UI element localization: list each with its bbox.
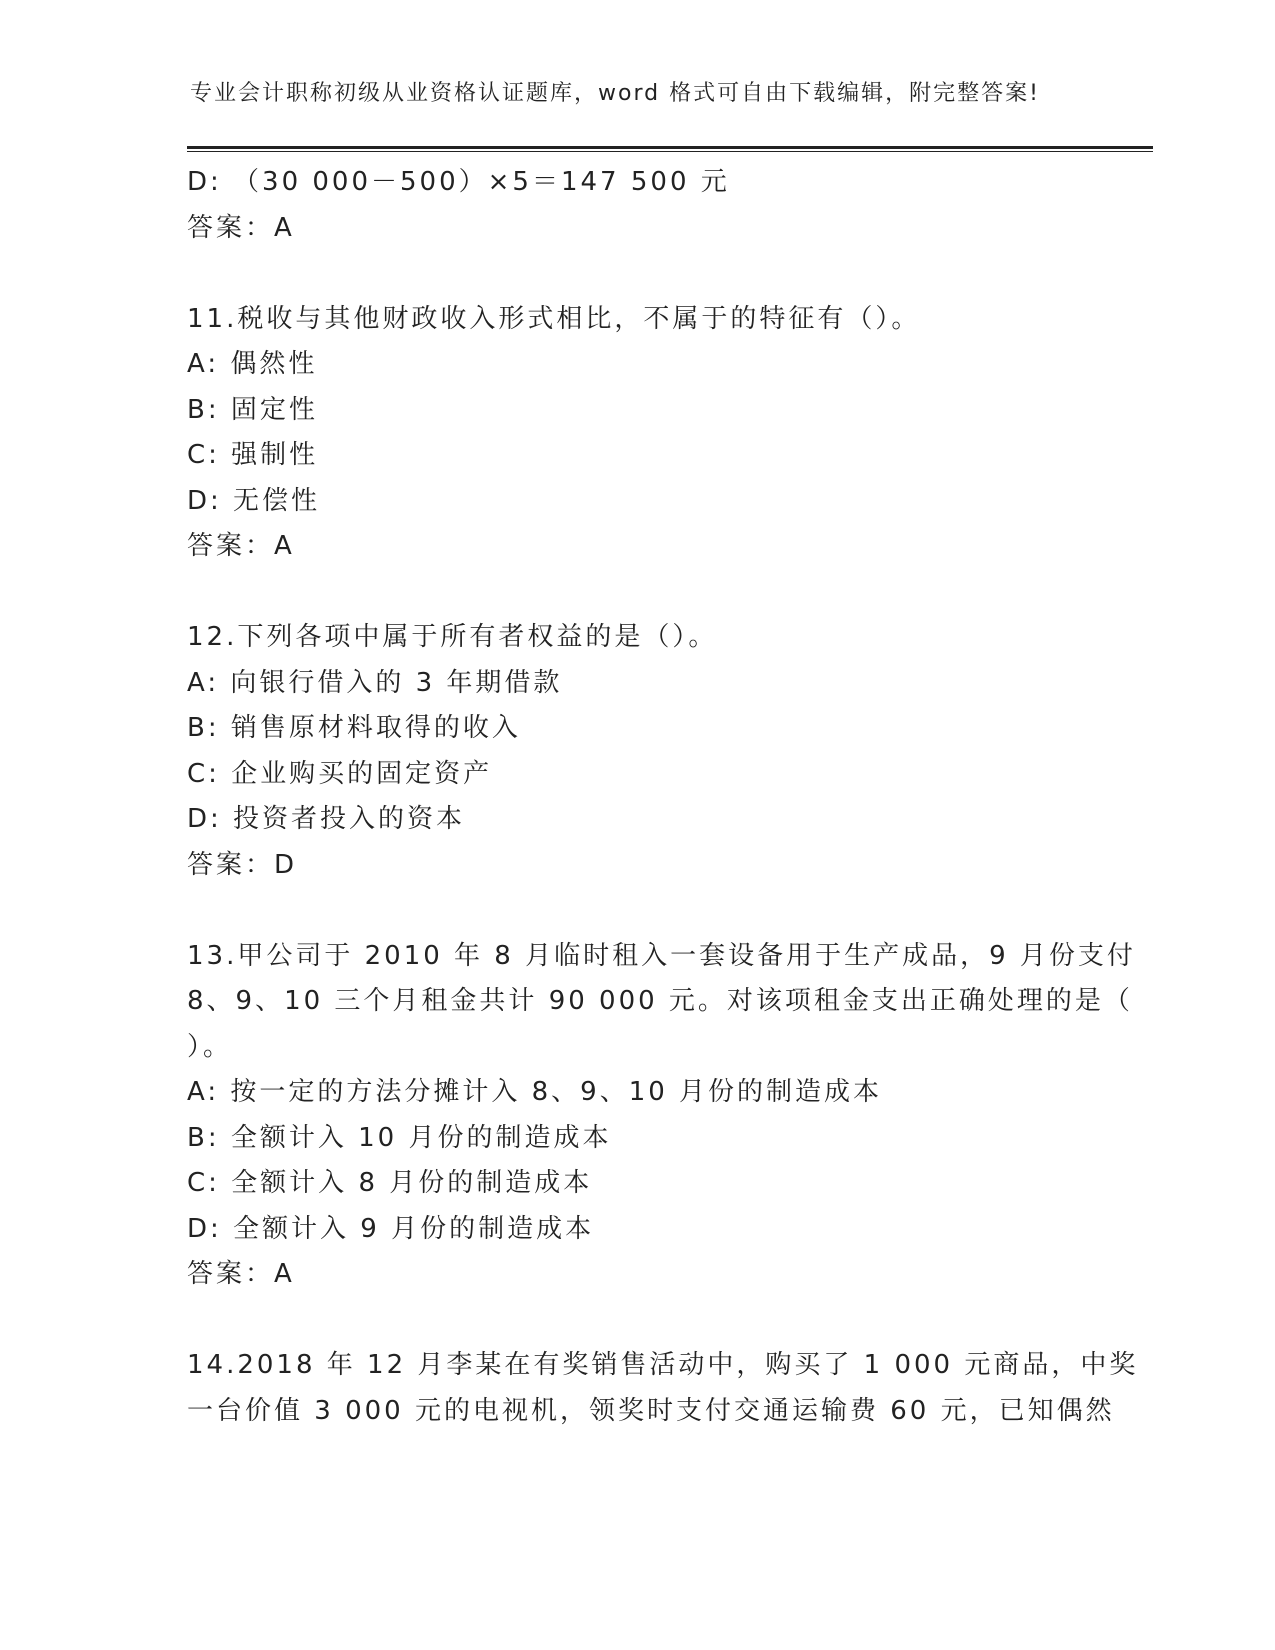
option-text: A: 按一定的方法分摊计入 8、9、10 月份的制造成本 xyxy=(187,1077,883,1107)
header-rule-thick xyxy=(187,146,1153,149)
question-stem: 11.税收与其他财政收入形式相比，不属于的特征有（）。 xyxy=(187,303,921,334)
spacer xyxy=(187,251,1087,297)
option-text: D: 无偿性 xyxy=(187,485,321,516)
option-text: D: 投资者投入的资本 xyxy=(187,804,466,834)
question-stem: 8、9、10 三个月租金共计 90 000 元。对该项租金支出正确处理的是（ xyxy=(187,986,1133,1016)
question-stem: 13.甲公司于 2010 年 8 月临时租入一套设备用于生产成品，9 月份支付 xyxy=(187,940,1136,971)
question-content xyxy=(187,160,1139,1434)
page-header: 专业会计职称初级从业资格认证题库，word 格式可自由下载编辑，附完整答案! xyxy=(190,81,1040,106)
answer-text: 答案：A xyxy=(187,212,295,243)
option-text: D: （30 000－500）×5＝147 500 元 xyxy=(187,167,730,197)
answer-text: 答案：D xyxy=(187,849,298,880)
spacer xyxy=(187,888,1087,934)
option-text: C: 企业购买的固定资产 xyxy=(187,758,493,789)
option-text: C: 强制性 xyxy=(187,440,319,470)
option-text: C: 全额计入 8 月份的制造成本 xyxy=(187,1168,593,1198)
answer-text: 答案：A xyxy=(187,531,295,561)
option-text: B: 固定性 xyxy=(187,394,318,425)
question-stem: 12.下列各项中属于所有者权益的是（）。 xyxy=(187,622,718,652)
question-stem: ）。 xyxy=(187,1031,233,1062)
option-text: B: 销售原材料取得的收入 xyxy=(187,713,521,743)
option-text: B: 全额计入 10 月份的制造成本 xyxy=(187,1122,612,1153)
answer-text: 答案：A xyxy=(187,1259,295,1289)
spacer xyxy=(187,1298,1087,1344)
question-stem: 14.2018 年 12 月李某在有奖销售活动中，购买了 1 000 元商品，中奖 xyxy=(187,1350,1139,1380)
header-rule-thin xyxy=(187,151,1153,152)
spacer xyxy=(187,570,1087,616)
question-stem: 一台价值 3 000 元的电视机，领奖时支付交通运输费 60 元，已知偶然 xyxy=(187,1395,1115,1426)
option-text: D: 全额计入 9 月份的制造成本 xyxy=(187,1213,595,1244)
option-text: A: 偶然性 xyxy=(187,349,318,379)
option-text: A: 向银行借入的 3 年期借款 xyxy=(187,667,563,698)
